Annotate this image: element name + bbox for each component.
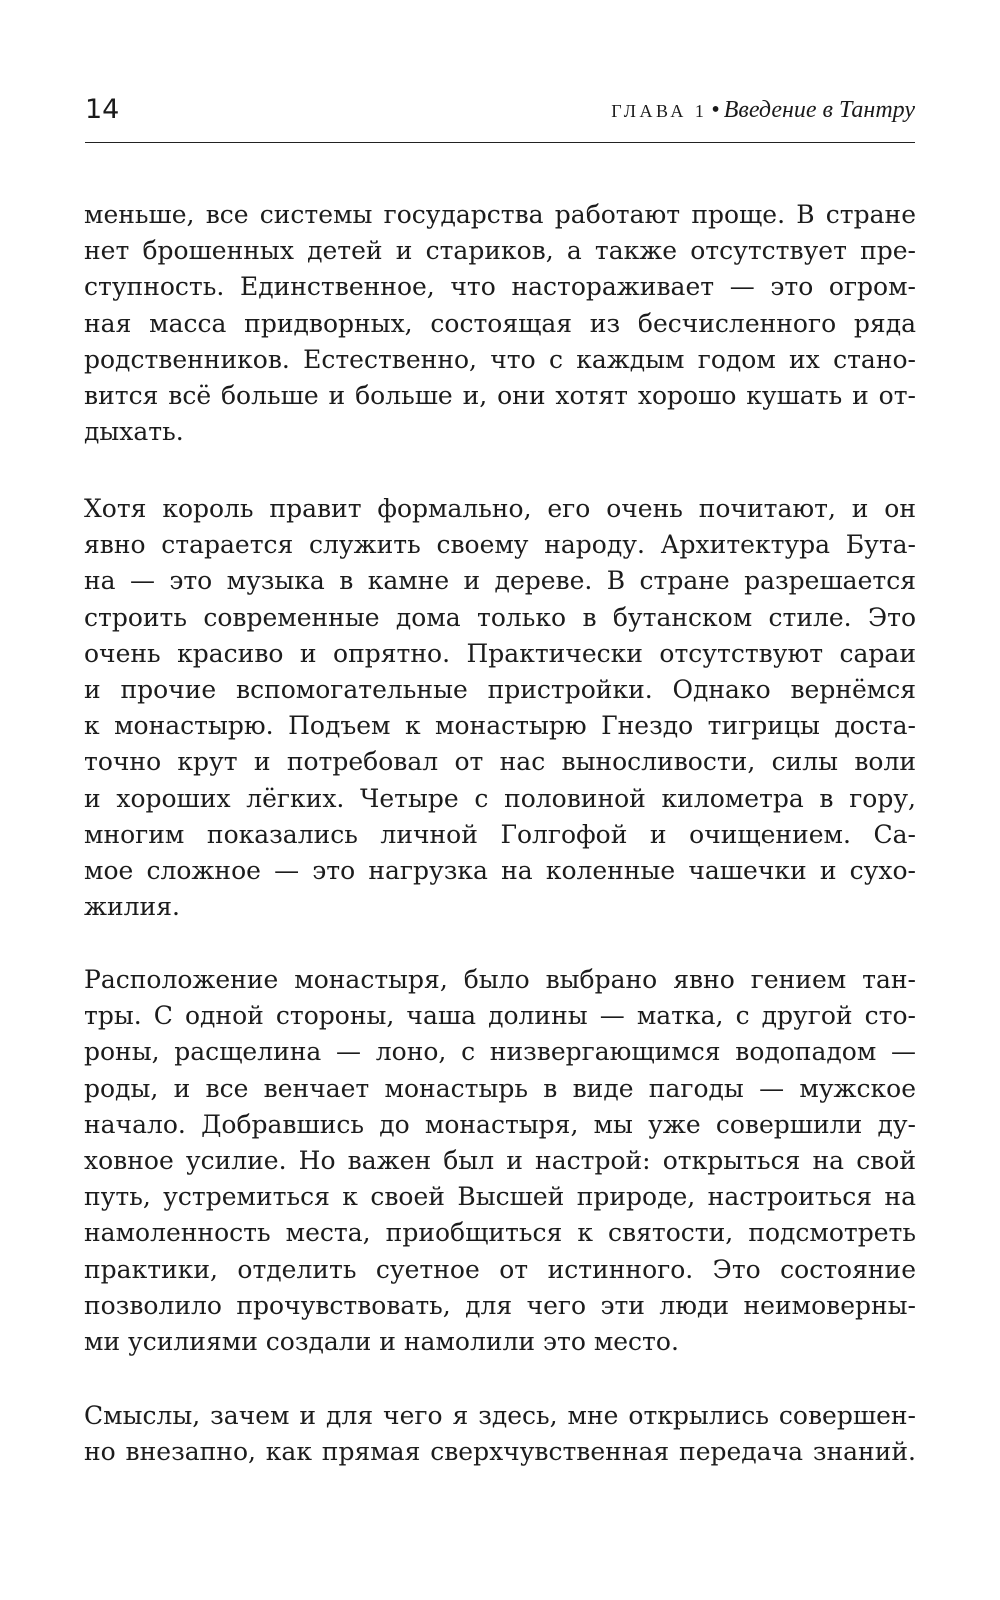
page-number: 14 (85, 94, 120, 125)
text-line: роны, расщелина — лоно, с низвергающимся водопадом — (84, 1037, 916, 1067)
text-line: и хороших лёгких. Четыре с половиной километра в гору, (84, 783, 916, 813)
text-line: точно крут и потребовал от нас выносливости, силы воли (84, 747, 916, 777)
text-line: нет брошенных детей и стариков, а также отсутствует пре- (84, 236, 916, 266)
text-line: к монастырю. Подъем к монастырю Гнездо тигрицы доста- (84, 711, 916, 741)
text-line: путь, устремиться к своей Высшей природе, настроиться на (84, 1182, 916, 1212)
paragraph-2 (84, 491, 916, 925)
text-line: вится всё больше и больше и, они хотят хорошо кушать и от- (84, 380, 916, 410)
text-line: жилия. (84, 892, 180, 922)
text-line: позволило прочувствовать, для чего эти люди неимоверны- (84, 1290, 916, 1320)
text-line: родственников. Естественно, что с каждым годом их стано- (84, 344, 916, 374)
text-line: очень красиво и опрятно. Практически отсутствуют сараи (84, 638, 916, 668)
text-line: намоленность места, приобщиться к святости, подсмотреть (84, 1218, 916, 1248)
bullet-separator: • (711, 97, 720, 123)
text-line: Расположение монастыря, было выбрано явно гением тан- (84, 965, 916, 994)
text-line: и прочие вспомогательные пристройки. Однако вернёмся (84, 674, 916, 704)
text-line: роды, и все венчает монастырь в виде пагоды — мужское (84, 1073, 916, 1103)
text-line: ховное усилие. Но важен был и настрой: открыться на свой (84, 1145, 916, 1175)
paragraph-3 (84, 962, 916, 1360)
text-line: тры. С одной стороны, чаша долины — матка, с другой сто- (84, 1001, 916, 1031)
running-head (85, 92, 915, 132)
text-line: мое сложное — это нагрузка на коленные чашечки и сухо- (84, 855, 916, 885)
text-line: строить современные дома только в бутанском стиле. Это (84, 602, 916, 632)
text-line: ми усилиями создали и намолили это место. (84, 1326, 679, 1356)
text-line: явно старается служить своему народу. Архитектура Бута- (84, 530, 916, 560)
text-line: ная масса придворных, состоящая из бесчисленного ряда (84, 308, 916, 338)
chapter-label: ГЛАВА 1 (611, 101, 708, 121)
paragraph-4 (84, 1398, 916, 1470)
paragraph-1 (84, 197, 916, 450)
text-line: Смыслы, зачем и для чего я здесь, мне открылись совершен- (84, 1401, 916, 1430)
text-line: но внезапно, как прямая сверхчувственная передача знаний. (84, 1437, 916, 1467)
text-line: на — это музыка в камне и дереве. В стране разрешается (84, 566, 916, 596)
text-line: Хотя король правит формально, его очень почитают, и он (84, 494, 916, 523)
chapter-info (611, 92, 915, 129)
text-line: ступность. Единственное, что настораживает — это огром- (84, 272, 916, 302)
chapter-title: Введение в Тантру (723, 97, 915, 123)
text-line: практики, отделить суетное от истинного. Это состояние (84, 1254, 916, 1284)
text-line: многим показались личной Голгофой и очищением. Са- (84, 819, 916, 849)
text-line: дыхать. (84, 417, 184, 447)
header-rule (85, 142, 915, 143)
text-line: меньше, все системы государства работают проще. В стране (84, 200, 916, 229)
text-line: начало. Добравшись до монастыря, мы уже совершили ду- (84, 1109, 916, 1139)
